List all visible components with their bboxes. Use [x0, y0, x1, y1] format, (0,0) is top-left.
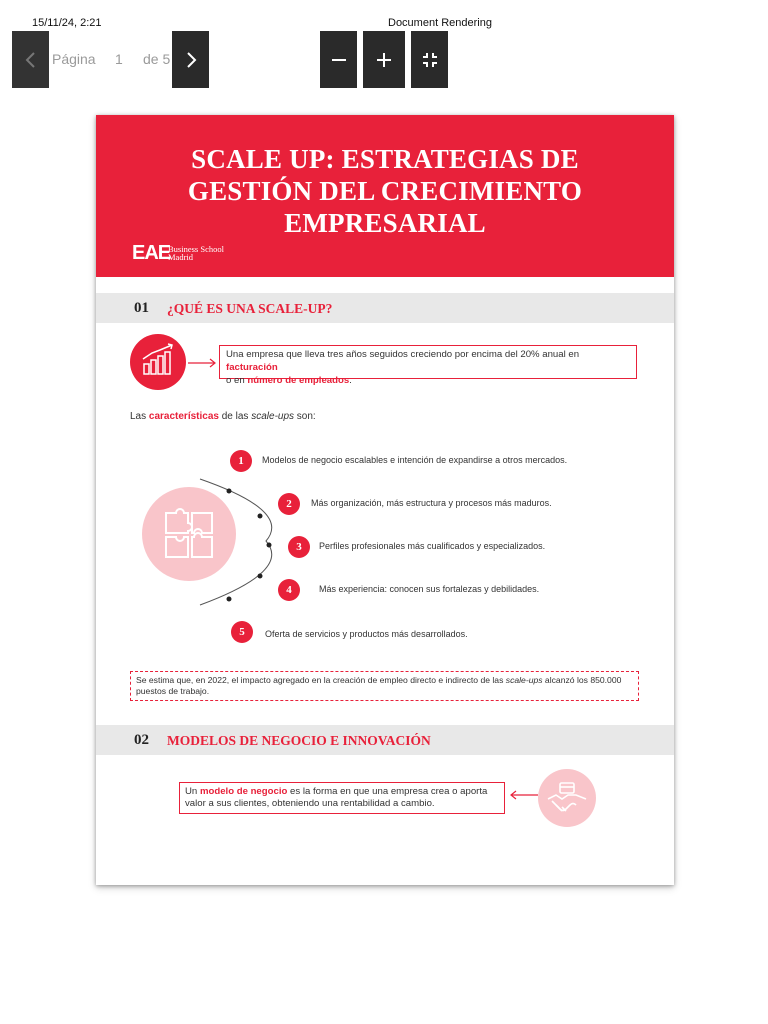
- plus-icon: [375, 51, 393, 69]
- chevron-right-icon: [184, 51, 198, 69]
- characteristic-5-text: Oferta de servicios y productos más desarrollados.: [265, 629, 468, 639]
- characteristic-4-text: Más experiencia: conocen sus fortalezas y debilidades.: [319, 584, 540, 594]
- characteristic-4-badge: 4: [278, 579, 300, 601]
- next-page-button[interactable]: [172, 31, 209, 88]
- handshake-icon: [538, 769, 596, 827]
- characteristic-1-text: Modelos de negocio escalables e intención de expandirse a otros mercados.: [262, 455, 568, 465]
- prev-page-button[interactable]: [12, 31, 49, 88]
- eae-logo-subtitle: Business School Madrid: [168, 244, 224, 262]
- page-count: de 5: [143, 51, 171, 67]
- characteristic-3-text: Perfiles profesionales más cualificados y especializados.: [319, 541, 546, 551]
- section-1-title: ¿QUÉ ES UNA SCALE-UP?: [167, 301, 333, 316]
- arrow-right-icon: [188, 358, 218, 368]
- print-date: 15/11/24, 2:21: [32, 17, 102, 29]
- characteristic-2-badge: 2: [278, 493, 300, 515]
- section-2-number: 02: [134, 732, 149, 748]
- fullscreen-icon: [422, 52, 438, 68]
- document-title: SCALE UP: ESTRATEGIAS DE GESTIÓN DEL CRECIMIENTO EMPRESARIAL: [187, 144, 583, 238]
- arrow-left-icon: [508, 790, 538, 800]
- zoom-in-button[interactable]: [363, 31, 405, 88]
- characteristics-intro: Las características de las scale-ups son:: [130, 411, 316, 422]
- business-model-definition: Un modelo de negocio es la forma en que una empresa crea o aporta valor a sus clientes, obteniendo una rentabilidad a cambio.: [179, 782, 505, 814]
- characteristic-2-text: Más organización, más estructura y procesos más maduros.: [311, 498, 552, 508]
- eae-logo: EAE: [132, 242, 171, 264]
- characteristic-5-badge: 5: [231, 621, 253, 643]
- fullscreen-button[interactable]: [411, 31, 448, 88]
- minus-icon: [330, 51, 348, 69]
- employment-estimate-note: Se estima que, en 2022, el impacto agregado en la creación de empleo directo e indirecto de las scale-ups alcanzó los 850.000 puestos de trabajo.: [130, 671, 639, 701]
- growth-chart-icon: [130, 334, 186, 390]
- section-1-number: 01: [134, 300, 149, 316]
- characteristic-3-badge: 3: [288, 536, 310, 558]
- section-2-title: MODELOS DE NEGOCIO E INNOVACIÓN: [167, 733, 431, 748]
- print-title: Document Rendering: [388, 17, 492, 29]
- page-label: Página: [52, 51, 96, 67]
- characteristic-1-badge: 1: [230, 450, 252, 472]
- current-page-input[interactable]: 1: [115, 51, 123, 67]
- document-page: [96, 115, 674, 885]
- chevron-left-icon: [24, 51, 38, 69]
- characteristics-arc: [196, 471, 286, 611]
- zoom-out-button[interactable]: [320, 31, 357, 88]
- scaleup-definition: Una empresa que lleva tres años seguidos creciendo por encima del 20% anual en facturación o en número de empleados.: [219, 345, 637, 379]
